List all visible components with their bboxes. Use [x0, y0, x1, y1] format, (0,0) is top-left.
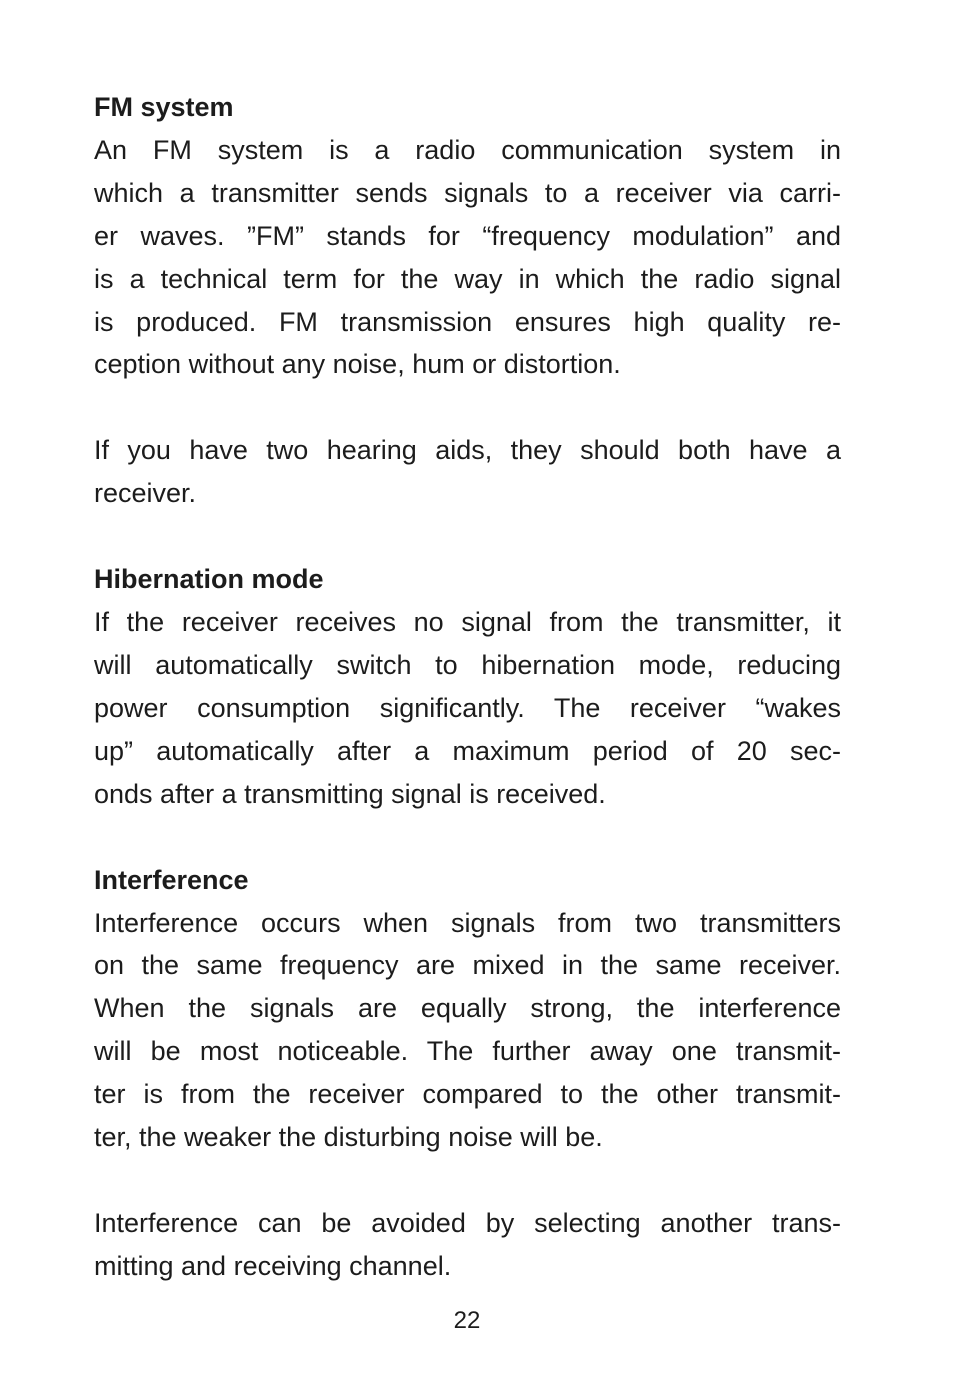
section-fm-system — [94, 86, 841, 515]
text-line: will be most noticeable. The further away one transmit- — [94, 1036, 841, 1067]
text-line: onds after a transmitting signal is received. — [94, 778, 606, 809]
text-line: receiver. — [94, 478, 197, 509]
text-line: on the same frequency are mixed in the same receiver. — [94, 950, 841, 981]
section-heading-interference: Interference — [94, 864, 249, 895]
paragraph-interference — [94, 902, 841, 1159]
section-hibernation-mode — [94, 558, 841, 815]
text-line: An FM system is a radio communication system in — [94, 135, 841, 165]
text-line: ter, the weaker the disturbing noise will be. — [94, 1122, 603, 1153]
section-interference — [94, 859, 841, 1288]
text-line: When the signals are equally strong, the interference — [94, 993, 841, 1024]
text-line: ception without any noise, hum or distortion. — [94, 349, 621, 380]
text-line: er waves. ”FM” stands for “frequency modulation” and — [94, 220, 841, 251]
page-content — [94, 86, 841, 1288]
paragraph-two-hearing-aids — [94, 429, 841, 515]
text-line: If you have two hearing aids, they should both have a — [94, 435, 841, 466]
text-line: Interference occurs when signals from two transmitters — [94, 907, 841, 938]
section-heading-fm-system: FM system — [94, 92, 234, 122]
text-line: ter is from the receiver compared to the other transmit- — [94, 1079, 841, 1110]
text-line: which a transmitter sends signals to a receiver via carri- — [94, 177, 841, 208]
text-line: If the receiver receives no signal from the transmitter, it — [94, 607, 841, 638]
text-line: will automatically switch to hibernation mode, reducing — [94, 650, 841, 681]
page-number: 22 — [453, 1307, 481, 1334]
text-line: Interference can be avoided by selecting another trans- — [94, 1207, 841, 1238]
section-heading-hibernation-mode: Hibernation mode — [94, 564, 324, 595]
text-line: is a technical term for the way in which the radio signal — [94, 263, 841, 294]
text-line: is produced. FM transmission ensures high quality re- — [94, 306, 841, 337]
paragraph-hibernation — [94, 601, 841, 815]
paragraph-fm-definition — [94, 129, 841, 386]
text-line: mitting and receiving channel. — [94, 1250, 452, 1281]
text-line: up” automatically after a maximum period of 20 sec- — [94, 735, 841, 766]
text-line: power consumption significantly. The receiver “wakes — [94, 692, 841, 723]
paragraph-avoid-interference — [94, 1202, 841, 1288]
